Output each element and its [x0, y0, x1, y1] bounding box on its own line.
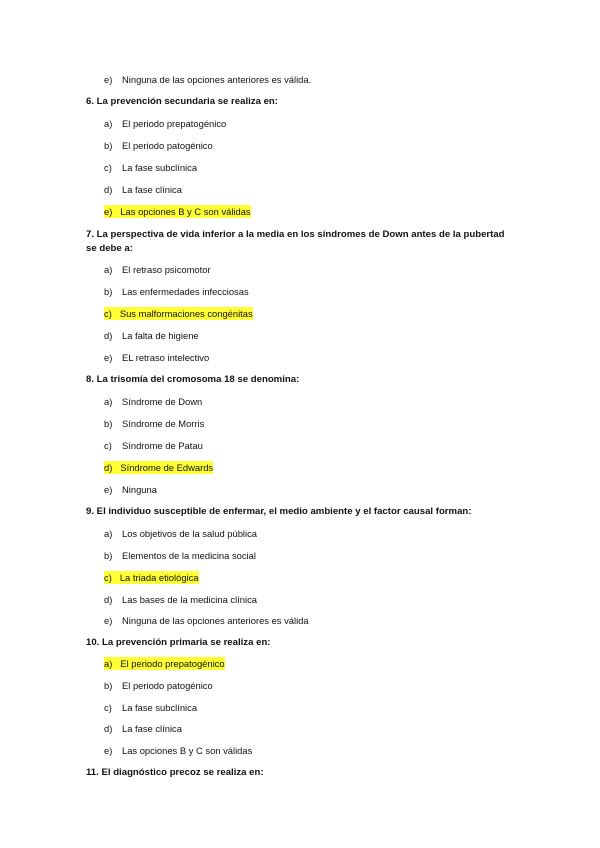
- option-text: EL retraso intelectivo: [122, 352, 210, 363]
- option-text: Las enfermedades infecciosas: [122, 286, 249, 297]
- option-letter: e): [104, 745, 113, 756]
- option-letter: b): [104, 418, 113, 429]
- answer-option: [104, 527, 257, 540]
- option-letter: c): [104, 162, 112, 173]
- answer-option-highlighted: [104, 307, 253, 320]
- option-text: El periodo prepatogénico: [120, 658, 225, 669]
- option-letter: a): [104, 264, 113, 275]
- answer-option: [104, 263, 211, 276]
- option-letter: a): [104, 657, 120, 670]
- answer-option: [104, 73, 311, 86]
- answer-option-highlighted: [104, 571, 199, 584]
- option-letter: a): [104, 396, 113, 407]
- answer-option: [104, 139, 213, 152]
- option-text: La fase subclínica: [122, 162, 198, 173]
- option-text: La triada etiológica: [119, 572, 199, 583]
- option-letter: a): [104, 528, 113, 539]
- question-heading: 6. La prevención secundaria se realiza en:: [86, 96, 278, 107]
- option-text: Síndrome de Morris: [122, 418, 205, 429]
- question-heading: 8. La trisomía del cromosoma 18 se denomina:: [86, 374, 300, 385]
- option-letter: c): [104, 440, 112, 451]
- option-text: Síndrome de Down: [122, 396, 203, 407]
- answer-option-highlighted: [104, 205, 251, 218]
- option-text: Las bases de la medicina clínica: [122, 594, 257, 605]
- option-letter: c): [104, 702, 112, 713]
- option-text: Síndrome de Edwards: [120, 462, 214, 473]
- option-text: Los objetivos de la salud pública: [122, 528, 257, 539]
- option-text: El periodo patogénico: [122, 140, 213, 151]
- option-text: Elementos de la medicina social: [122, 550, 256, 561]
- option-letter: c): [104, 307, 120, 320]
- option-text: Ninguna: [122, 484, 157, 495]
- question-heading: 10. La prevención primaria se realiza en:: [86, 637, 271, 648]
- option-letter: e): [104, 615, 113, 626]
- option-text: Sus malformaciones congénitas: [119, 308, 253, 319]
- option-text: La fase clínica: [122, 184, 182, 195]
- option-text: Las opciones B y C son válidas: [122, 745, 253, 756]
- question-heading: 9. El individuo susceptible de enfermar, el medio ambiente y el factor causal forman:: [86, 506, 472, 517]
- option-letter: e): [104, 352, 113, 363]
- answer-option: [104, 117, 226, 130]
- option-text: La fase clínica: [122, 723, 182, 734]
- option-letter: b): [104, 140, 113, 151]
- answer-option: [104, 593, 257, 606]
- option-letter: e): [104, 74, 113, 85]
- option-letter: b): [104, 680, 113, 691]
- answer-option: [104, 549, 256, 562]
- answer-option: [104, 285, 249, 298]
- answer-option: [104, 744, 252, 757]
- answer-option-highlighted: [104, 461, 213, 474]
- option-text: El retraso psicomotor: [122, 264, 211, 275]
- option-letter: a): [104, 118, 113, 129]
- answer-option: [104, 614, 309, 627]
- option-text: El periodo prepatogénico: [122, 118, 227, 129]
- option-letter: e): [104, 484, 113, 495]
- question-heading: 11. El diagnóstico precoz se realiza en:: [86, 767, 264, 778]
- option-text: Síndrome de Patau: [122, 440, 203, 451]
- option-text: Las opciones B y C son válidas: [120, 206, 251, 217]
- option-letter: e): [104, 205, 120, 218]
- option-letter: c): [104, 571, 120, 584]
- option-letter: d): [104, 461, 120, 474]
- option-text: Ninguna de las opciones anteriores es válida.: [122, 74, 312, 85]
- answer-option: [104, 183, 182, 196]
- answer-option: [104, 417, 204, 430]
- answer-option: [104, 722, 182, 735]
- option-text: La falta de higiene: [122, 330, 199, 341]
- answer-option: [104, 483, 157, 496]
- answer-option: [104, 439, 203, 452]
- answer-option: [104, 329, 199, 342]
- option-text: Ninguna de las opciones anteriores es válida: [122, 615, 309, 626]
- option-letter: d): [104, 723, 113, 734]
- option-text: El periodo patogénico: [122, 680, 213, 691]
- answer-option: [104, 701, 197, 714]
- option-letter: d): [104, 184, 113, 195]
- option-letter: d): [104, 330, 113, 341]
- answer-option: [104, 351, 209, 364]
- option-letter: b): [104, 550, 113, 561]
- option-text: La fase subclínica: [122, 702, 198, 713]
- answer-option: [104, 395, 202, 408]
- question-heading: 7. La perspectiva de vida inferior a la media en los síndromes de Down antes de la pubertad se debe a:: [86, 229, 505, 254]
- answer-option: [104, 161, 197, 174]
- option-letter: b): [104, 286, 113, 297]
- answer-option: [104, 679, 213, 692]
- answer-option-highlighted: [104, 657, 225, 670]
- option-letter: d): [104, 594, 113, 605]
